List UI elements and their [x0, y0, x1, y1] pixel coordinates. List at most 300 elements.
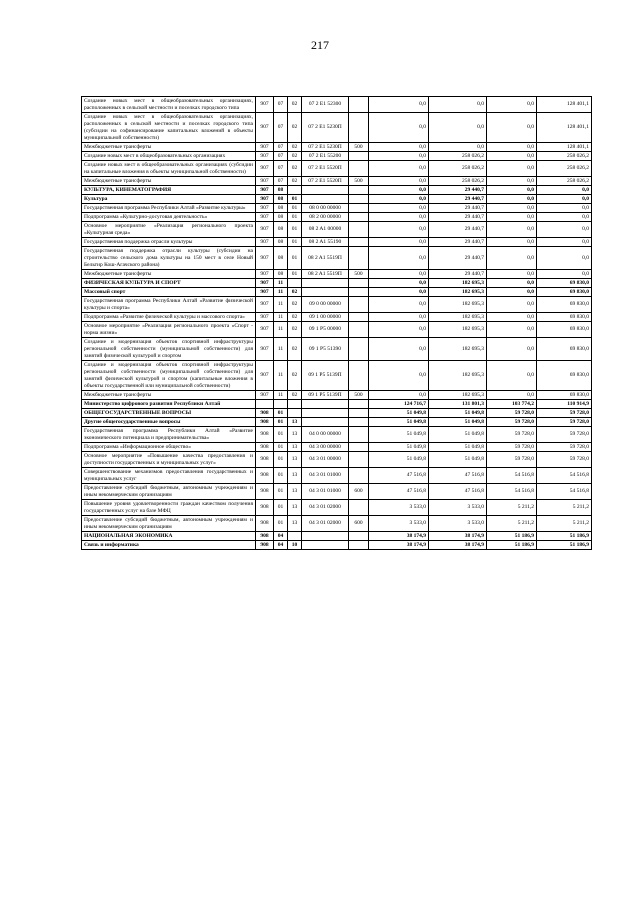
- table-row: [82, 541, 592, 550]
- row-amount-4: 69 830,0: [537, 338, 592, 361]
- row-amount-4: 128 401,1: [537, 143, 592, 152]
- row-amount-1: 0,0: [369, 204, 429, 213]
- row-code-csr: 04 3 01 01000: [302, 468, 349, 484]
- row-code-csr: 08 2 A1 55190: [302, 238, 349, 247]
- row-amount-1: 0,0: [369, 247, 429, 270]
- row-amount-3: 0,0: [487, 186, 537, 195]
- row-code-pr: [288, 400, 302, 409]
- row-code-pr: 01: [288, 222, 302, 238]
- row-code-csr: [302, 195, 349, 204]
- row-code-rz: 11: [274, 322, 288, 338]
- row-code-gr: 907: [256, 186, 274, 195]
- row-amount-2: 29 440,7: [429, 213, 487, 222]
- row-code-csr: 07 2 E1 5520П: [302, 161, 349, 177]
- row-code-pr: 01: [288, 238, 302, 247]
- row-code-gr: 907: [256, 222, 274, 238]
- row-code-csr: 08 2 00 00000: [302, 213, 349, 222]
- row-code-gr: 907: [256, 391, 274, 400]
- row-code-csr: [302, 400, 349, 409]
- row-amount-2: 0,0: [429, 97, 487, 113]
- row-amount-3: 0,0: [487, 361, 537, 391]
- row-amount-1: 0,0: [369, 391, 429, 400]
- row-code-pr: 10: [288, 541, 302, 550]
- table-row: [82, 270, 592, 279]
- row-code-pr: 13: [288, 427, 302, 443]
- row-code-gr: 908: [256, 541, 274, 550]
- table-row: [82, 195, 592, 204]
- row-amount-2: 29 440,7: [429, 270, 487, 279]
- row-code-gr: 908: [256, 452, 274, 468]
- row-code-rz: 08: [274, 213, 288, 222]
- row-code-pr: 02: [288, 177, 302, 186]
- row-amount-4: 110 914,9: [537, 400, 592, 409]
- row-code-vr: [349, 97, 369, 113]
- row-amount-3: 0,0: [487, 204, 537, 213]
- row-code-vr: 500: [349, 177, 369, 186]
- row-amount-4: 54 516,8: [537, 484, 592, 500]
- row-amount-4: 5 211,2: [537, 500, 592, 516]
- row-amount-2: 29 440,7: [429, 238, 487, 247]
- row-amount-2: 182 695,3: [429, 338, 487, 361]
- row-code-vr: [349, 213, 369, 222]
- row-code-rz: 11: [274, 297, 288, 313]
- row-code-gr: 907: [256, 204, 274, 213]
- row-amount-4: 258 026,2: [537, 161, 592, 177]
- row-name: Создание новых мест в общеобразовательных организациях: [82, 152, 256, 161]
- row-amount-1: 51 049,8: [369, 418, 429, 427]
- table-row: [82, 468, 592, 484]
- row-amount-2: 38 174,9: [429, 532, 487, 541]
- row-amount-3: 0,0: [487, 288, 537, 297]
- row-code-pr: [288, 532, 302, 541]
- row-amount-1: 0,0: [369, 222, 429, 238]
- row-code-rz: 07: [274, 161, 288, 177]
- row-code-csr: 08 2 A1 5519П: [302, 247, 349, 270]
- row-amount-3: 0,0: [487, 238, 537, 247]
- row-amount-4: 59 728,0: [537, 418, 592, 427]
- row-name: Подпрограмма «Развитие физической культуры и массового спорта»: [82, 313, 256, 322]
- row-code-vr: [349, 186, 369, 195]
- row-amount-4: 0,0: [537, 222, 592, 238]
- row-code-csr: [302, 409, 349, 418]
- row-name: Государственная программа Республики Алтай «Развитие экономического потенциала и предпринимательства»: [82, 427, 256, 443]
- table-row: [82, 500, 592, 516]
- row-amount-4: 128 401,1: [537, 113, 592, 143]
- row-code-pr: 01: [288, 204, 302, 213]
- row-code-pr: 13: [288, 516, 302, 532]
- row-amount-3: 0,0: [487, 177, 537, 186]
- row-code-gr: 907: [256, 270, 274, 279]
- row-name: Связь и информатика: [82, 541, 256, 550]
- row-amount-1: 0,0: [369, 186, 429, 195]
- row-code-vr: [349, 204, 369, 213]
- row-code-vr: [349, 541, 369, 550]
- row-code-rz: 01: [274, 418, 288, 427]
- row-amount-2: 182 695,3: [429, 313, 487, 322]
- row-amount-2: 47 516,8: [429, 484, 487, 500]
- row-code-pr: 13: [288, 468, 302, 484]
- row-code-rz: 01: [274, 468, 288, 484]
- row-code-gr: 907: [256, 313, 274, 322]
- row-code-rz: 01: [274, 443, 288, 452]
- row-code-vr: [349, 427, 369, 443]
- row-amount-2: 51 049,8: [429, 452, 487, 468]
- row-name: Межбюджетные трансферты: [82, 270, 256, 279]
- table-row: [82, 452, 592, 468]
- row-code-rz: 04: [274, 532, 288, 541]
- row-code-pr: 01: [288, 213, 302, 222]
- table-row: [82, 322, 592, 338]
- page-number: 217: [311, 38, 329, 52]
- row-amount-1: 0,0: [369, 338, 429, 361]
- row-amount-1: 51 049,8: [369, 409, 429, 418]
- row-name: Создание и модернизация объектов спортивной инфраструктуры региональной собственности (муниципальной собственности) для занятий физической культурой и спортом: [82, 338, 256, 361]
- row-code-csr: 09 1 P5 00000: [302, 322, 349, 338]
- row-code-rz: 01: [274, 452, 288, 468]
- row-amount-4: 69 830,0: [537, 297, 592, 313]
- row-name: Предоставление субсидий бюджетным, автономным учреждениям и иным некоммерческим организациям: [82, 484, 256, 500]
- row-amount-3: 59 728,0: [487, 452, 537, 468]
- row-code-csr: 07 2 E1 5520П: [302, 177, 349, 186]
- table-row: [82, 186, 592, 195]
- row-code-gr: 908: [256, 484, 274, 500]
- row-code-pr: 13: [288, 443, 302, 452]
- row-code-pr: 13: [288, 484, 302, 500]
- row-amount-2: 182 695,3: [429, 279, 487, 288]
- row-code-rz: 01: [274, 409, 288, 418]
- row-code-gr: 907: [256, 177, 274, 186]
- row-code-pr: 02: [288, 361, 302, 391]
- row-code-gr: 907: [256, 213, 274, 222]
- row-code-rz: 04: [274, 541, 288, 550]
- table-row: [82, 177, 592, 186]
- table-row: [82, 238, 592, 247]
- row-code-csr: 08 0 00 00000: [302, 204, 349, 213]
- row-code-vr: [349, 443, 369, 452]
- row-amount-1: 0,0: [369, 288, 429, 297]
- row-code-gr: 908: [256, 532, 274, 541]
- row-amount-1: 47 516,8: [369, 468, 429, 484]
- table-row: [82, 161, 592, 177]
- row-code-vr: [349, 288, 369, 297]
- row-amount-3: 59 728,0: [487, 418, 537, 427]
- row-amount-4: 59 728,0: [537, 409, 592, 418]
- row-amount-2: 258 026,2: [429, 152, 487, 161]
- row-code-gr: 907: [256, 238, 274, 247]
- row-amount-4: 0,0: [537, 213, 592, 222]
- row-amount-4: 0,0: [537, 204, 592, 213]
- row-code-vr: [349, 238, 369, 247]
- row-amount-1: 0,0: [369, 279, 429, 288]
- row-code-vr: 600: [349, 484, 369, 500]
- row-code-gr: 907: [256, 322, 274, 338]
- row-code-vr: [349, 313, 369, 322]
- row-amount-2: 3 533,0: [429, 500, 487, 516]
- row-amount-4: 0,0: [537, 195, 592, 204]
- row-code-vr: [349, 297, 369, 313]
- row-code-gr: 908: [256, 409, 274, 418]
- row-code-pr: 02: [288, 161, 302, 177]
- row-code-vr: [349, 418, 369, 427]
- row-code-pr: 01: [288, 195, 302, 204]
- row-amount-3: 59 728,0: [487, 409, 537, 418]
- row-code-rz: 01: [274, 427, 288, 443]
- row-code-vr: [349, 468, 369, 484]
- row-code-gr: 907: [256, 195, 274, 204]
- row-code-gr: 907: [256, 97, 274, 113]
- row-code-vr: [349, 152, 369, 161]
- row-code-pr: 02: [288, 322, 302, 338]
- row-amount-4: 69 830,0: [537, 288, 592, 297]
- row-code-csr: 04 0 00 00000: [302, 427, 349, 443]
- row-amount-4: 5 211,2: [537, 516, 592, 532]
- row-amount-1: 3 533,0: [369, 516, 429, 532]
- row-code-rz: 11: [274, 391, 288, 400]
- row-amount-1: 0,0: [369, 361, 429, 391]
- row-code-vr: [349, 400, 369, 409]
- row-code-rz: 08: [274, 186, 288, 195]
- table-row: [82, 288, 592, 297]
- row-amount-2: 38 174,9: [429, 541, 487, 550]
- row-amount-4: 51 186,9: [537, 532, 592, 541]
- table-row: [82, 279, 592, 288]
- row-amount-3: 5 211,2: [487, 516, 537, 532]
- row-amount-2: 182 695,3: [429, 297, 487, 313]
- row-amount-2: 47 516,8: [429, 468, 487, 484]
- row-amount-1: 0,0: [369, 113, 429, 143]
- row-amount-3: 103 774,2: [487, 400, 537, 409]
- row-amount-1: 0,0: [369, 177, 429, 186]
- row-amount-4: 54 516,8: [537, 468, 592, 484]
- row-amount-3: 54 516,8: [487, 468, 537, 484]
- row-amount-4: 258 026,2: [537, 152, 592, 161]
- row-amount-1: 0,0: [369, 143, 429, 152]
- table-row: [82, 113, 592, 143]
- row-amount-4: 0,0: [537, 270, 592, 279]
- budget-table: [81, 96, 592, 550]
- row-name: Подпрограмма «Информационное общество»: [82, 443, 256, 452]
- row-code-rz: 01: [274, 516, 288, 532]
- row-amount-2: 0,0: [429, 113, 487, 143]
- row-amount-4: 0,0: [537, 247, 592, 270]
- row-code-csr: 04 3 01 02000: [302, 516, 349, 532]
- row-amount-3: 0,0: [487, 152, 537, 161]
- row-amount-4: 69 830,0: [537, 313, 592, 322]
- row-code-rz: [274, 400, 288, 409]
- row-code-pr: 02: [288, 313, 302, 322]
- row-amount-2: 131 801,3: [429, 400, 487, 409]
- row-amount-3: 0,0: [487, 270, 537, 279]
- row-amount-3: 0,0: [487, 222, 537, 238]
- row-code-pr: 02: [288, 297, 302, 313]
- row-code-gr: 908: [256, 443, 274, 452]
- table-row: [82, 143, 592, 152]
- row-amount-4: 258 026,2: [537, 177, 592, 186]
- row-name: Подпрограмма «Культурно-досуговая деятельность»: [82, 213, 256, 222]
- row-code-vr: 600: [349, 516, 369, 532]
- row-amount-2: 51 049,8: [429, 409, 487, 418]
- row-code-vr: [349, 279, 369, 288]
- row-code-gr: 907: [256, 152, 274, 161]
- row-amount-1: 124 716,7: [369, 400, 429, 409]
- row-name: Создание новых мест в общеобразовательных организациях (субсидии на капитальные вложения в объекты муниципальной собственности): [82, 161, 256, 177]
- row-code-vr: [349, 452, 369, 468]
- row-code-rz: 07: [274, 177, 288, 186]
- row-code-csr: 07 2 E1 52300: [302, 97, 349, 113]
- row-amount-3: 51 186,9: [487, 541, 537, 550]
- table-row: [82, 391, 592, 400]
- row-amount-3: 0,0: [487, 391, 537, 400]
- row-name: Государственная поддержка отрасли культуры (субсидии на строительство сельского дома культуры на 150 мест в селе Новый Бельтир Кош-Агачского района): [82, 247, 256, 270]
- row-code-csr: 09 1 00 00000: [302, 313, 349, 322]
- row-code-rz: 11: [274, 338, 288, 361]
- row-code-rz: 11: [274, 288, 288, 297]
- row-amount-3: 0,0: [487, 113, 537, 143]
- row-amount-4: 69 830,0: [537, 361, 592, 391]
- row-name: Министерство цифрового развития Республики Алтай: [82, 400, 256, 409]
- row-code-pr: 02: [288, 143, 302, 152]
- row-amount-2: 182 695,3: [429, 288, 487, 297]
- row-amount-2: 182 695,3: [429, 391, 487, 400]
- table-row: [82, 409, 592, 418]
- row-code-csr: 07 2 E1 55200: [302, 152, 349, 161]
- row-amount-4: 69 830,0: [537, 391, 592, 400]
- row-amount-3: 0,0: [487, 213, 537, 222]
- row-amount-3: 0,0: [487, 161, 537, 177]
- row-code-csr: 08 2 A1 5519П: [302, 270, 349, 279]
- row-code-pr: 02: [288, 113, 302, 143]
- row-name: ОБЩЕГОСУДАРСТВЕННЫЕ ВОПРОСЫ: [82, 409, 256, 418]
- row-name: Создание новых мест в общеобразовательных организациях, расположенных в сельской местности и поселках городского типа (субсидии на софинансирование капитальных вложений в объекты муниципальной собственности): [82, 113, 256, 143]
- row-code-pr: 13: [288, 418, 302, 427]
- row-code-pr: 02: [288, 152, 302, 161]
- row-amount-2: 0,0: [429, 143, 487, 152]
- row-code-rz: 08: [274, 270, 288, 279]
- row-amount-2: 29 440,7: [429, 195, 487, 204]
- row-amount-2: 29 440,7: [429, 222, 487, 238]
- row-amount-3: 0,0: [487, 279, 537, 288]
- row-name: Создание новых мест в общеобразовательных организациях, расположенных в сельской местности и поселках городского типа: [82, 97, 256, 113]
- table-row: [82, 400, 592, 409]
- row-amount-4: 59 728,0: [537, 427, 592, 443]
- row-name: Культура: [82, 195, 256, 204]
- row-name: Государственная поддержка отрасли культуры: [82, 238, 256, 247]
- row-code-pr: 02: [288, 97, 302, 113]
- row-amount-3: 51 186,9: [487, 532, 537, 541]
- row-code-gr: 907: [256, 113, 274, 143]
- row-amount-3: 54 516,8: [487, 484, 537, 500]
- row-code-rz: 07: [274, 97, 288, 113]
- table-row: [82, 418, 592, 427]
- row-code-csr: [302, 532, 349, 541]
- row-code-rz: 11: [274, 313, 288, 322]
- row-amount-4: 0,0: [537, 186, 592, 195]
- row-amount-3: 59 728,0: [487, 443, 537, 452]
- row-amount-1: 51 049,8: [369, 452, 429, 468]
- row-code-csr: 04 3 00 00000: [302, 443, 349, 452]
- table-row: [82, 152, 592, 161]
- table-row: [82, 484, 592, 500]
- row-code-csr: [302, 288, 349, 297]
- row-amount-1: 38 174,9: [369, 541, 429, 550]
- row-code-csr: 09 1 P5 5139П: [302, 391, 349, 400]
- row-code-gr: 907: [256, 288, 274, 297]
- row-code-vr: 500: [349, 270, 369, 279]
- row-code-rz: 08: [274, 238, 288, 247]
- row-amount-1: 51 049,8: [369, 427, 429, 443]
- row-code-csr: 04 3 01 01000: [302, 484, 349, 500]
- row-code-csr: 08 2 A1 00000: [302, 222, 349, 238]
- row-name: Совершенствование механизмов предоставления государственных и муниципальных услуг: [82, 468, 256, 484]
- row-code-vr: 500: [349, 391, 369, 400]
- row-amount-2: 29 440,7: [429, 186, 487, 195]
- row-code-vr: [349, 161, 369, 177]
- row-name: Массовый спорт: [82, 288, 256, 297]
- row-code-rz: 11: [274, 279, 288, 288]
- row-code-csr: 09 1 P5 51390: [302, 338, 349, 361]
- table-row: [82, 247, 592, 270]
- row-code-rz: 07: [274, 152, 288, 161]
- row-amount-1: 0,0: [369, 97, 429, 113]
- row-code-csr: [302, 186, 349, 195]
- table-row: [82, 222, 592, 238]
- row-amount-1: 0,0: [369, 297, 429, 313]
- row-amount-1: 0,0: [369, 213, 429, 222]
- row-code-vr: [349, 500, 369, 516]
- row-code-vr: [349, 322, 369, 338]
- row-code-pr: [288, 409, 302, 418]
- row-name: Межбюджетные трансферты: [82, 391, 256, 400]
- row-name: Повышение уровня удовлетворенности граждан качеством получения государственных услуг на базе МФЦ: [82, 500, 256, 516]
- row-code-pr: 13: [288, 500, 302, 516]
- row-code-csr: 09 0 00 00000: [302, 297, 349, 313]
- row-code-rz: 07: [274, 143, 288, 152]
- row-code-rz: 08: [274, 204, 288, 213]
- row-code-gr: 908: [256, 468, 274, 484]
- row-code-pr: [288, 279, 302, 288]
- row-amount-2: 182 695,3: [429, 361, 487, 391]
- row-amount-3: 0,0: [487, 313, 537, 322]
- row-amount-2: 258 026,2: [429, 161, 487, 177]
- row-code-pr: 02: [288, 391, 302, 400]
- row-amount-3: 59 728,0: [487, 427, 537, 443]
- row-amount-1: 38 174,9: [369, 532, 429, 541]
- row-amount-3: 0,0: [487, 247, 537, 270]
- row-amount-1: 0,0: [369, 270, 429, 279]
- row-amount-1: 51 049,8: [369, 443, 429, 452]
- row-amount-2: 29 440,7: [429, 247, 487, 270]
- table-row: [82, 443, 592, 452]
- row-amount-4: 51 186,9: [537, 541, 592, 550]
- row-name: Другие общегосударственные вопросы: [82, 418, 256, 427]
- row-code-pr: 01: [288, 270, 302, 279]
- row-code-gr: 908: [256, 427, 274, 443]
- table-row: [82, 516, 592, 532]
- row-code-vr: [349, 247, 369, 270]
- row-amount-4: 59 728,0: [537, 443, 592, 452]
- row-amount-3: 0,0: [487, 297, 537, 313]
- row-code-rz: 11: [274, 361, 288, 391]
- row-amount-2: 51 049,8: [429, 443, 487, 452]
- row-code-gr: [256, 400, 274, 409]
- table-row: [82, 97, 592, 113]
- row-code-vr: [349, 195, 369, 204]
- row-amount-2: 51 049,8: [429, 427, 487, 443]
- row-code-csr: 07 2 E1 5230П: [302, 113, 349, 143]
- row-code-rz: 01: [274, 484, 288, 500]
- row-amount-2: 182 695,3: [429, 322, 487, 338]
- row-code-vr: [349, 222, 369, 238]
